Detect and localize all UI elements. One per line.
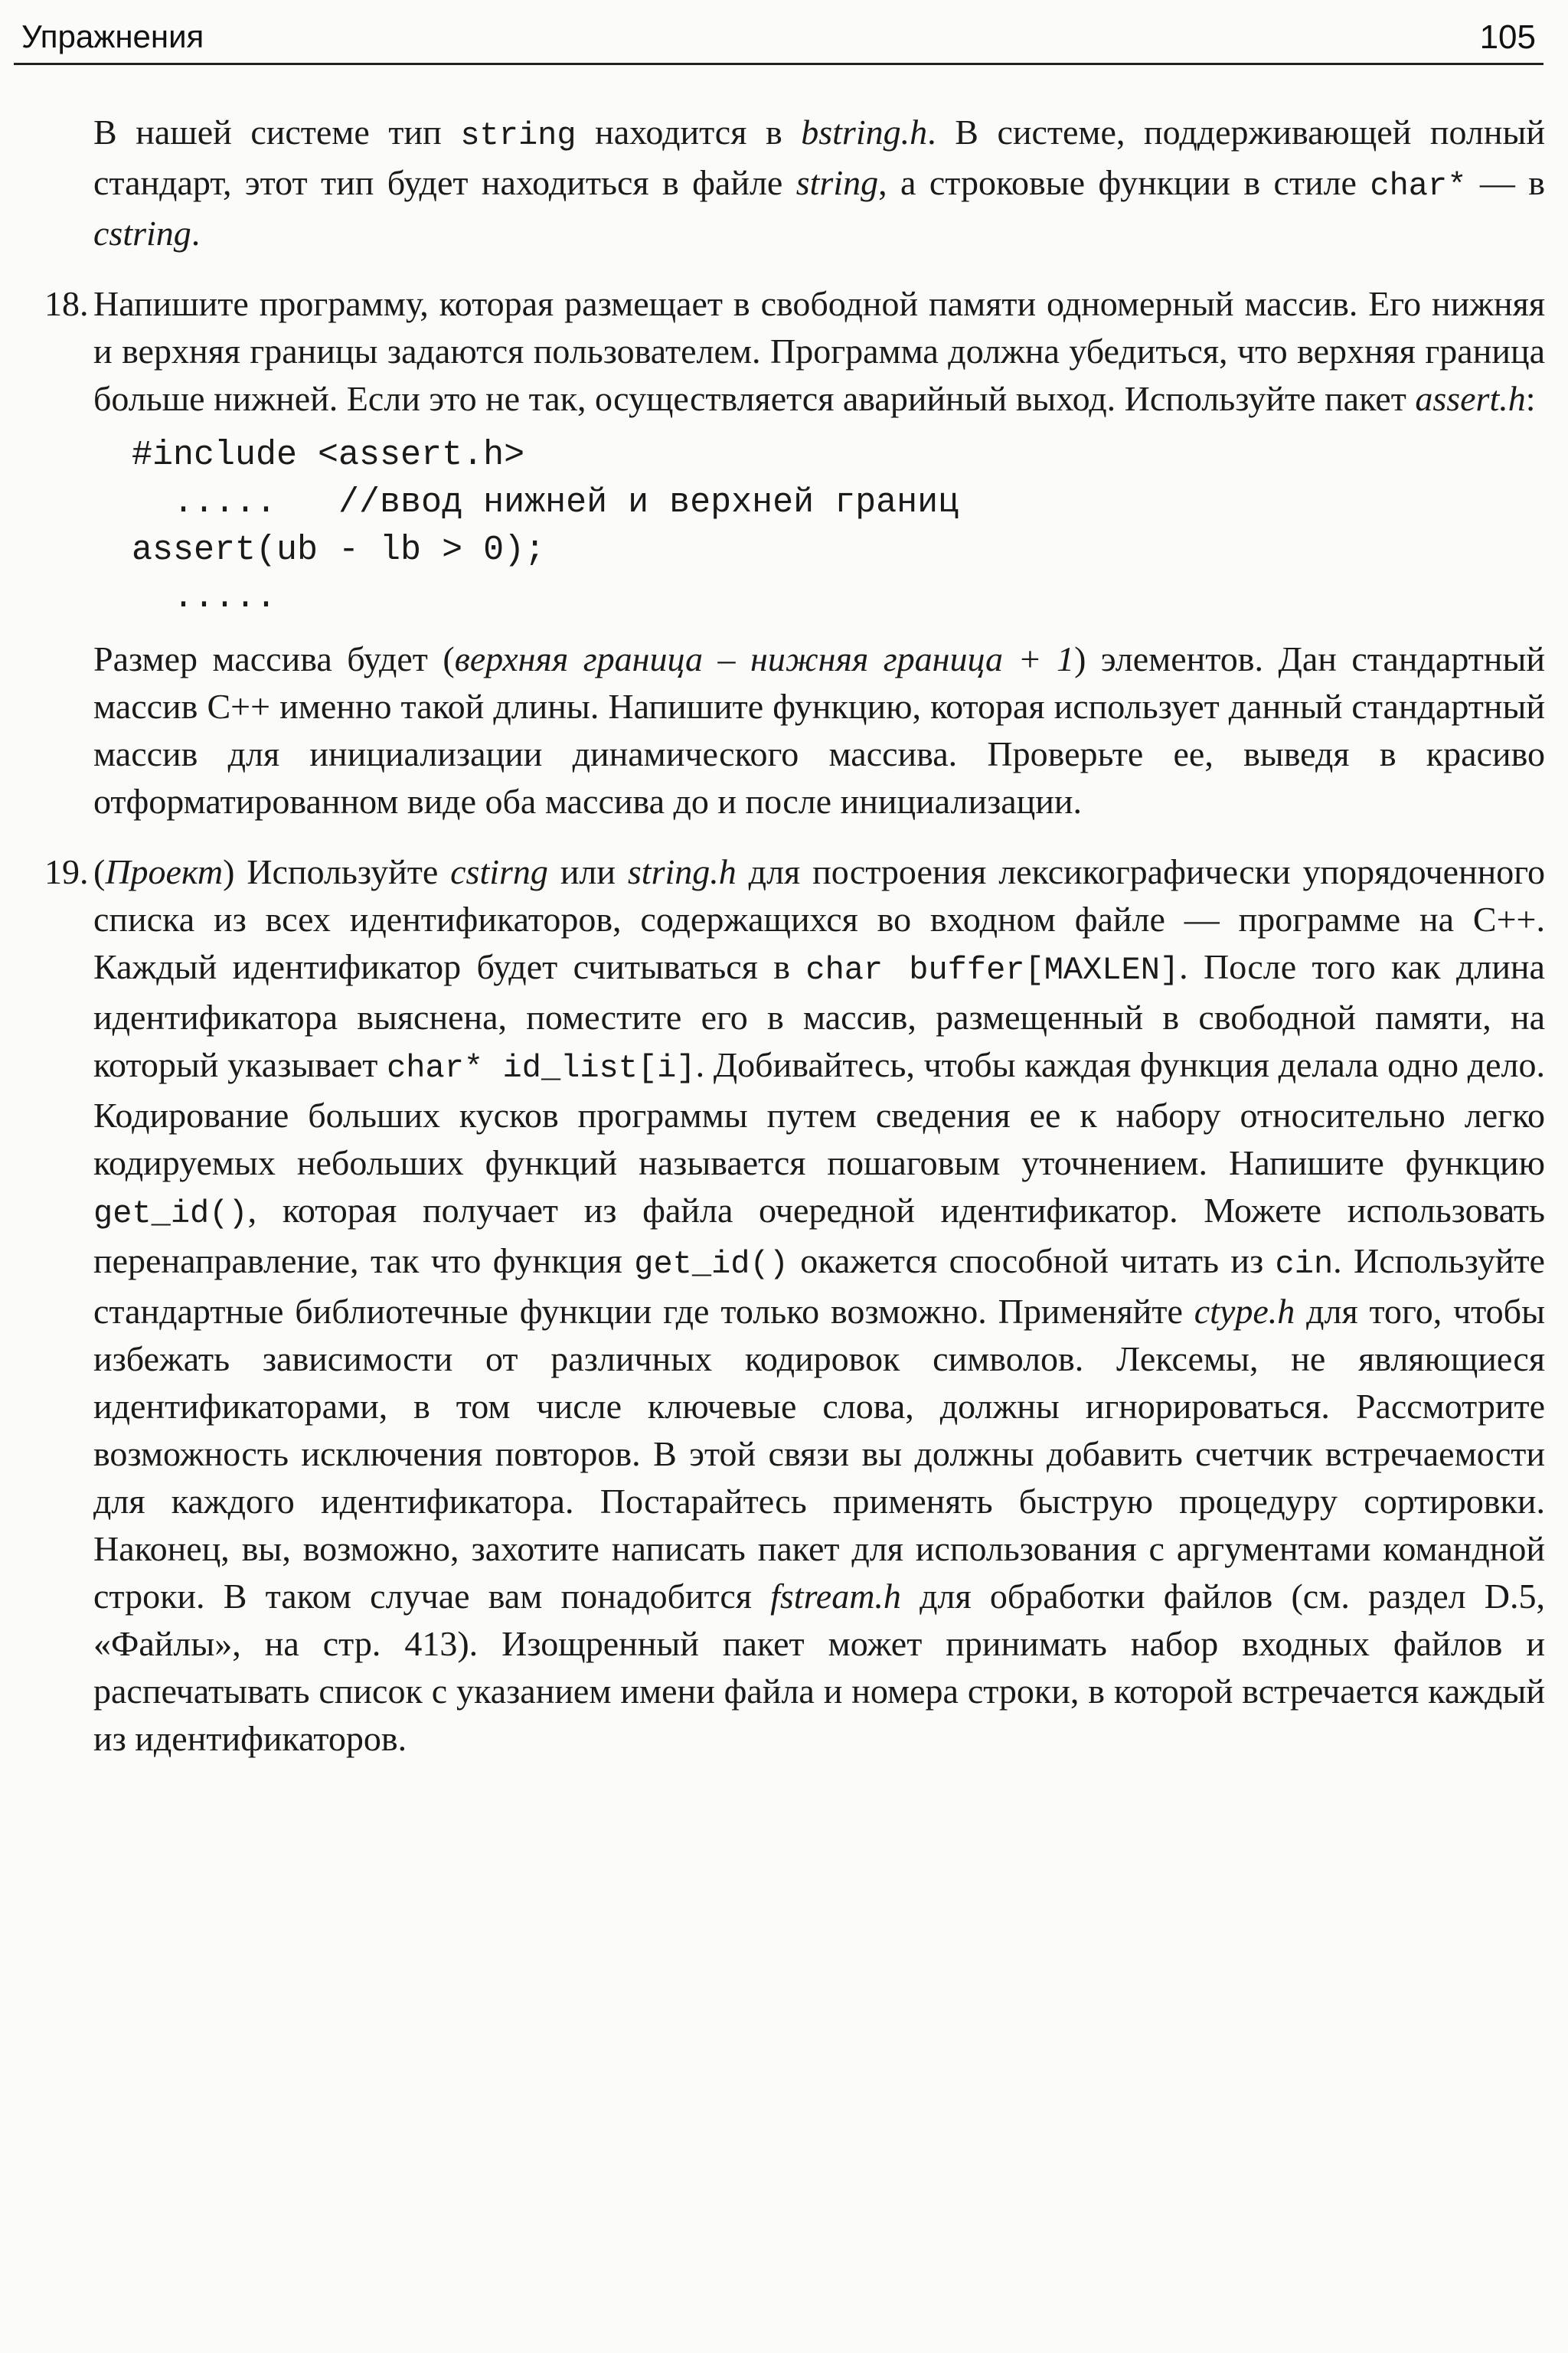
code-line: #include <assert.h> — [132, 436, 525, 475]
intro-paragraph: В нашей системе тип string находится в bstring.h. В системе, поддерживающей полный стандарт, этот тип будет находиться в файле string, а строковые функции в стиле char* — в cstring. — [93, 113, 1545, 253]
exercise-19-text: (Проект) Используйте cstirng или string.h для построения лексикографически упорядоченного списка из всех идентификаторов, содержащихся во входном файле — программе на С++. Каждый идентификатор будет считываться в char buffer[MAXLEN]. После того как длина идентификатора выяснена, поместите его в массив, размещенный в свободной памяти, на который указывает char* id_list[i]. Добивайтесь, чтобы каждая функция делала одно дело. Кодирование больших кусков программы путем сведения ее к набору относительно легко кодируемых небольших функций называется пошаговым уточнением. Напишите функцию get_id(), которая получает из файла очередной идентификатор. Можете использовать перенаправление, так что функция get_id() окажется способной читать из cin. Используйте стандартные библиотечные функции где только возможно. Применяйте ctype.h для того, чтобы избежать зависимости от различных кодировок символов. Лексемы, не являющиеся идентификаторами, в том числе ключевые слова, должны игнорироваться. Рассмотрите возможность исключения повторов. В этой связи вы должны добавить счетчик встречаемости для каждого идентификатора. Постарайтесь применять быструю процедуру сортировки. Наконец, вы, возможно, захотите написать пакет для использования с аргументами командной строки. В таком случае вам понадобится fstream.h для обработки файлов (см. раздел D.5, «Файлы», на стр. 413). Изощренный пакет может принимать набор входных файлов и распечатывать список с указанием имени файла и номера строки, в которой встречается каждый из идентификаторов. — [93, 852, 1546, 1758]
code-line: ..... //ввод нижней и верхней границ — [132, 483, 959, 522]
exercise-number: 19. — [44, 852, 89, 891]
exercise-18-text: Напишите программу, которая размещает в свободной памяти одномерный массив. Его нижняя и верхняя границы задаются пользователем. Программа должна убедиться, что верхняя граница больше нижней. Если это не так, осуществляется аварийный выход. Используйте пакет assert.h: — [93, 284, 1545, 418]
code-line: assert(ub - lb > 0); — [132, 531, 546, 570]
page-number: 105 — [1479, 18, 1536, 56]
page-header — [14, 8, 1544, 65]
exercise-18-text-2: Размер массива будет (верхняя граница – нижняя граница + 1) элементов. Дан стандартный массив С++ именно такой длины. Напишите функцию, которая использует данный стандартный массив для инициализации динамического массива. Проверьте ее, выведя в красиво отформатированном виде оба массива до и после инициализации. — [93, 639, 1545, 821]
page-body — [44, 109, 1546, 1763]
exercise-18 — [44, 280, 1545, 825]
exercise-number: 18. — [44, 284, 89, 323]
running-head: Упражнения — [21, 18, 204, 54]
exercise-19 — [44, 848, 1546, 1763]
code-block — [132, 432, 1545, 622]
code-line: ..... — [132, 578, 277, 617]
